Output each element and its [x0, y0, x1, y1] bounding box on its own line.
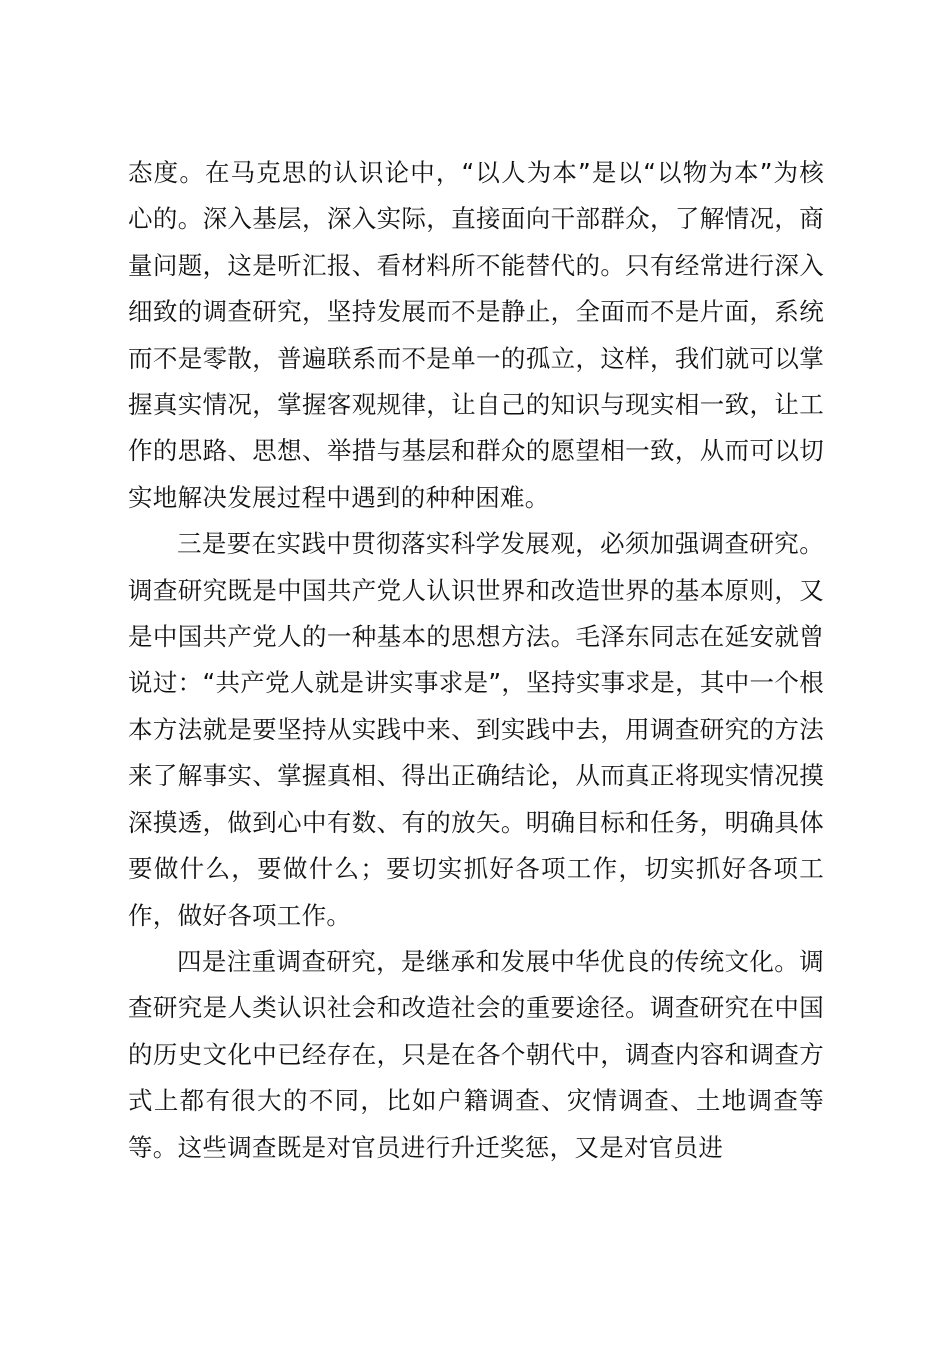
- paragraph-2: 三是要在实践中贯彻落实科学发展观，必须加强调查研究。调查研究既是中国共产党人认识世界和改造世界的基本原则，又是中国共产党人的一种基本的思想方法。毛泽东同志在延安就曾说过：“共产党人就是讲实事求是”，坚持实事求是，其中一个根本方法就是要坚持从实践中来、到实践中去，用调查研究的方法来了解事实、掌握真相、得出正确结论，从而真正将现实情况摸深摸透，做到心中有数、有的放矢。明确目标和任务，明确具体要做什么，要做什么；要切实抓好各项工作，切实抓好各项工作，做好各项工作。: [128, 529, 824, 930]
- body-text: [128, 150, 824, 1171]
- paragraph-3: 四是注重调查研究，是继承和发展中华优良的传统文化。调查研究是人类认识社会和改造社会的重要途径。调查研究在中国的历史文化中已经存在，只是在各个朝代中，调查内容和调查方式上都有很大的不同，比如户籍调查、灾情调查、土地调查等等。这些调查既是对官员进行升迁奖惩，又是对官员进: [128, 946, 824, 1162]
- paragraph-1: 态度。在马克思的认识论中，“以人为本”是以“以物为本”为核心的。深入基层，深入实际，直接面向干部群众，了解情况，商量问题，这是听汇报、看材料所不能替代的。只有经常进行深入细致的调查研究，坚持发展而不是静止，全面而不是片面，系统而不是零散，普遍联系而不是单一的孤立，这样，我们就可以掌握真实情况，掌握客观规律，让自己的知识与现实相一致，让工作的思路、思想、举措与基层和群众的愿望相一致，从而可以切实地解决发展过程中遇到的种种困难。: [128, 158, 824, 512]
